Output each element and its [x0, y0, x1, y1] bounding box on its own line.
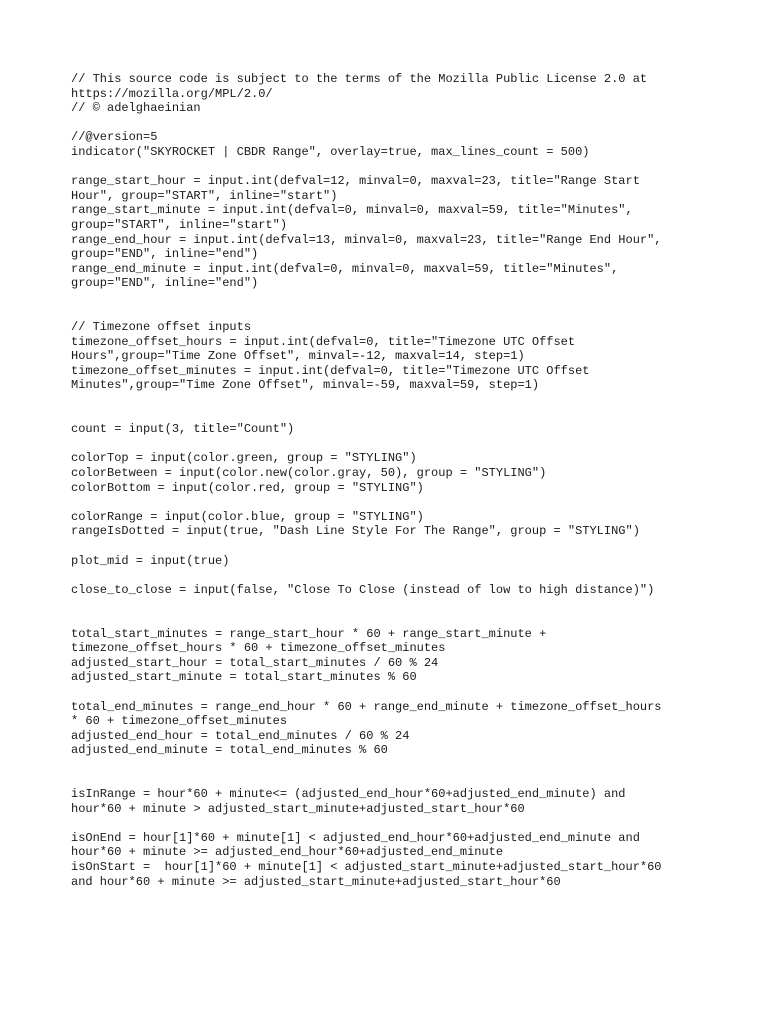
code-line: close_to_close = input(false, "Close To Close (instead of low to high distance)"): [71, 582, 655, 597]
code-line: group="END", inline="end"): [71, 247, 259, 262]
blank-line: [71, 539, 711, 554]
blank-line: [71, 773, 711, 788]
code-line: timezone_offset_hours * 60 + timezone_offset_minutes: [71, 641, 446, 656]
blank-line: [71, 612, 711, 627]
code-line: adjusted_end_hour = total_end_minutes / 60 % 24: [71, 728, 410, 743]
source-code-block: [71, 72, 711, 889]
code-line: rangeIsDotted = input(true, "Dash Line Style For The Range", group = "STYLING"): [71, 524, 640, 539]
code-line: Minutes",group="Time Zone Offset", minval=-59, maxval=59, step=1): [71, 378, 540, 393]
code-line: total_end_minutes = range_end_hour * 60 + range_end_minute + timezone_offset_hours: [71, 699, 662, 714]
code-line: plot_mid = input(true): [71, 553, 230, 568]
code-line: count = input(3, title="Count"): [71, 422, 295, 437]
code-line: colorBottom = input(color.red, group = "STYLING"): [71, 480, 424, 495]
code-line: colorTop = input(color.green, group = "STYLING"): [71, 451, 417, 466]
code-line: range_start_hour = input.int(defval=12, minval=0, maxval=23, title="Range Start: [71, 174, 640, 189]
code-line: colorRange = input(color.blue, group = "STYLING"): [71, 509, 424, 524]
blank-line: [71, 597, 711, 612]
code-line: // This source code is subject to the terms of the Mozilla Public License 2.0 at: [71, 72, 648, 86]
code-line: adjusted_start_minute = total_start_minutes % 60: [71, 670, 417, 685]
code-line: range_end_hour = input.int(defval=13, minval=0, maxval=23, title="Range End Hour",: [71, 232, 662, 247]
blank-line: [71, 685, 711, 700]
blank-line: [71, 306, 711, 321]
code-line: Hours",group="Time Zone Offset", minval=-12, maxval=14, step=1): [71, 349, 525, 364]
blank-line: [71, 116, 711, 131]
blank-line: [71, 393, 711, 408]
code-line: colorBetween = input(color.new(color.gray, 50), group = "STYLING"): [71, 466, 547, 481]
code-line: Hour", group="START", inline="start"): [71, 188, 338, 203]
code-line: //@version=5: [71, 130, 158, 145]
code-line: isOnEnd = hour[1]*60 + minute[1] < adjusted_end_hour*60+adjusted_end_minute and: [71, 830, 640, 845]
code-line: adjusted_end_minute = total_end_minutes % 60: [71, 743, 388, 758]
blank-line: [71, 568, 711, 583]
code-line: https://mozilla.org/MPL/2.0/: [71, 86, 273, 101]
blank-line: [71, 160, 711, 175]
code-line: isOnStart = hour[1]*60 + minute[1] < adjusted_start_minute+adjusted_start_hour*60: [71, 860, 662, 875]
code-line: hour*60 + minute > adjusted_start_minute+adjusted_start_hour*60: [71, 801, 525, 816]
blank-line: [71, 291, 711, 306]
code-line: isInRange = hour*60 + minute<= (adjusted_end_hour*60+adjusted_end_minute) and: [71, 787, 626, 802]
code-line: range_end_minute = input.int(defval=0, minval=0, maxval=59, title="Minutes",: [71, 261, 619, 276]
blank-line: [71, 758, 711, 773]
code-line: and hour*60 + minute >= adjusted_start_minute+adjusted_start_hour*60: [71, 874, 561, 889]
blank-line: [71, 408, 711, 423]
code-line: timezone_offset_minutes = input.int(defval=0, title="Timezone UTC Offset: [71, 363, 590, 378]
code-line: timezone_offset_hours = input.int(defval=0, title="Timezone UTC Offset: [71, 334, 576, 349]
blank-line: [71, 816, 711, 831]
code-line: * 60 + timezone_offset_minutes: [71, 714, 288, 729]
code-line: group="START", inline="start"): [71, 217, 288, 232]
code-line: range_start_minute = input.int(defval=0, minval=0, maxval=59, title="Minutes",: [71, 203, 633, 218]
code-line: // © adelghaeinian: [71, 101, 201, 116]
code-line: adjusted_start_hour = total_start_minutes / 60 % 24: [71, 655, 439, 670]
code-line: // Timezone offset inputs: [71, 320, 252, 335]
code-line: group="END", inline="end"): [71, 276, 259, 291]
blank-line: [71, 437, 711, 452]
code-line: total_start_minutes = range_start_hour * 60 + range_start_minute +: [71, 626, 547, 641]
blank-line: [71, 495, 711, 510]
code-line: hour*60 + minute >= adjusted_end_hour*60+adjusted_end_minute: [71, 845, 504, 860]
code-line: indicator("SKYROCKET | CBDR Range", overlay=true, max_lines_count = 500): [71, 144, 590, 159]
